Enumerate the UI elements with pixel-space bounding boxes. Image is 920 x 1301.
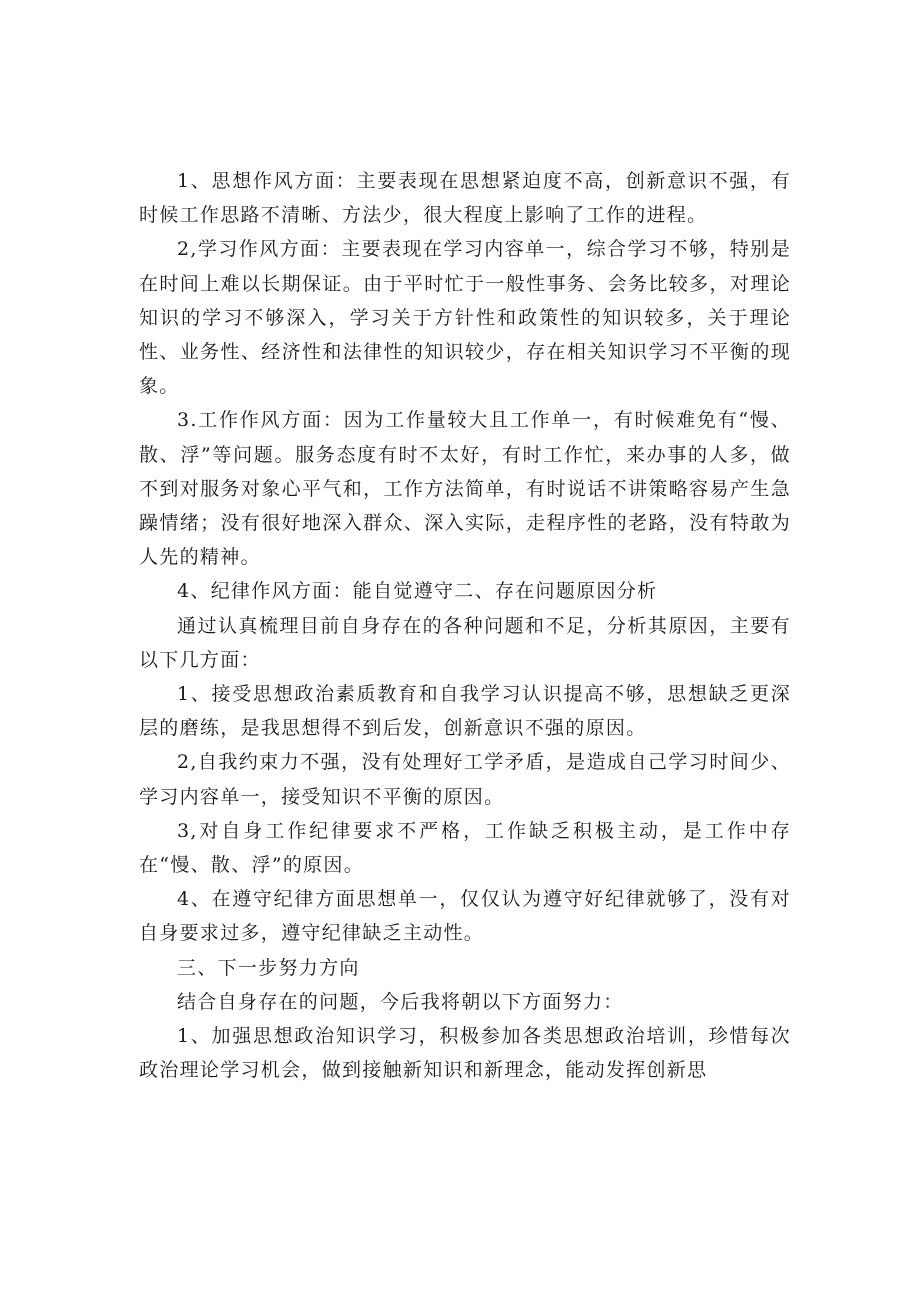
paragraph-study-style: 2,学习作风方面：主要表现在学习内容单一，综合学习不够，特别是在时间上难以长期保证。由于平时忙于一般性事务、会务比较多，对理论知识的学习不够深入，学习关于方针性和政策性的知识较多，关于理论性、业务性、经济性和法律性的知识较少，存在相关知识学习不平衡的现象。 bbox=[139, 238, 791, 398]
paragraph-thinking-style: 1、思想作风方面：主要表现在思想紧迫度不高，创新意识不强，有时候工作思路不清晰、方法少，很大程度上影响了工作的进程。 bbox=[139, 170, 791, 227]
paragraph-cause-3: 3,对自身工作纪律要求不严格，工作缺乏积极主动，是工作中存在“慢、散、浮”的原因。 bbox=[139, 819, 791, 877]
paragraph-discipline-style: 4、纪律作风方面：能自觉遵守二、存在问题原因分析 bbox=[177, 580, 658, 603]
paragraph-cause-4: 4、在遵守纪律方面思想单一，仅仅认为遵守好纪律就够了，没有对自身要求过多，遵守纪律缺乏主动性。 bbox=[139, 888, 791, 945]
paragraph-work-style: 3.工作作风方面：因为工作量较大且工作单一，有时候难免有“慢、散、浮”等问题。服务态度有时不太好，有时工作忙，来办事的人多，做不到对服务对象心平气和，工作方法简单，有时说话不讲策略容易产生急躁情绪；没有很好地深入群众、深入实际，走程序性的老路，没有特敢为人先的精神。 bbox=[139, 409, 791, 569]
section-heading-next-steps: 三、下一步努力方向 bbox=[177, 956, 360, 979]
paragraph-cause-1: 1、接受思想政治素质教育和自我学习认识提高不够，思想缺乏更深层的磨练，是我思想得不到后发，创新意识不强的原因。 bbox=[139, 683, 791, 740]
paragraph-cause-intro: 通过认真梳理目前自身存在的各种问题和不足，分析其原因，主要有以下几方面： bbox=[139, 614, 791, 671]
paragraph-next-step-1: 1、加强思想政治知识学习，积极参加各类思想政治培训，珍惜每次政治理论学习机会，做到接触新知识和新理念，能动发挥创新思 bbox=[139, 1025, 791, 1082]
paragraph-next-steps-intro: 结合自身存在的问题，今后我将朝以下方面努力： bbox=[177, 990, 624, 1013]
paragraph-cause-2: 2,自我约束力不强，没有处理好工学矛盾，是造成自己学习时间少、学习内容单一，接受知识不平衡的原因。 bbox=[139, 751, 791, 808]
document-body bbox=[139, 164, 791, 1087]
